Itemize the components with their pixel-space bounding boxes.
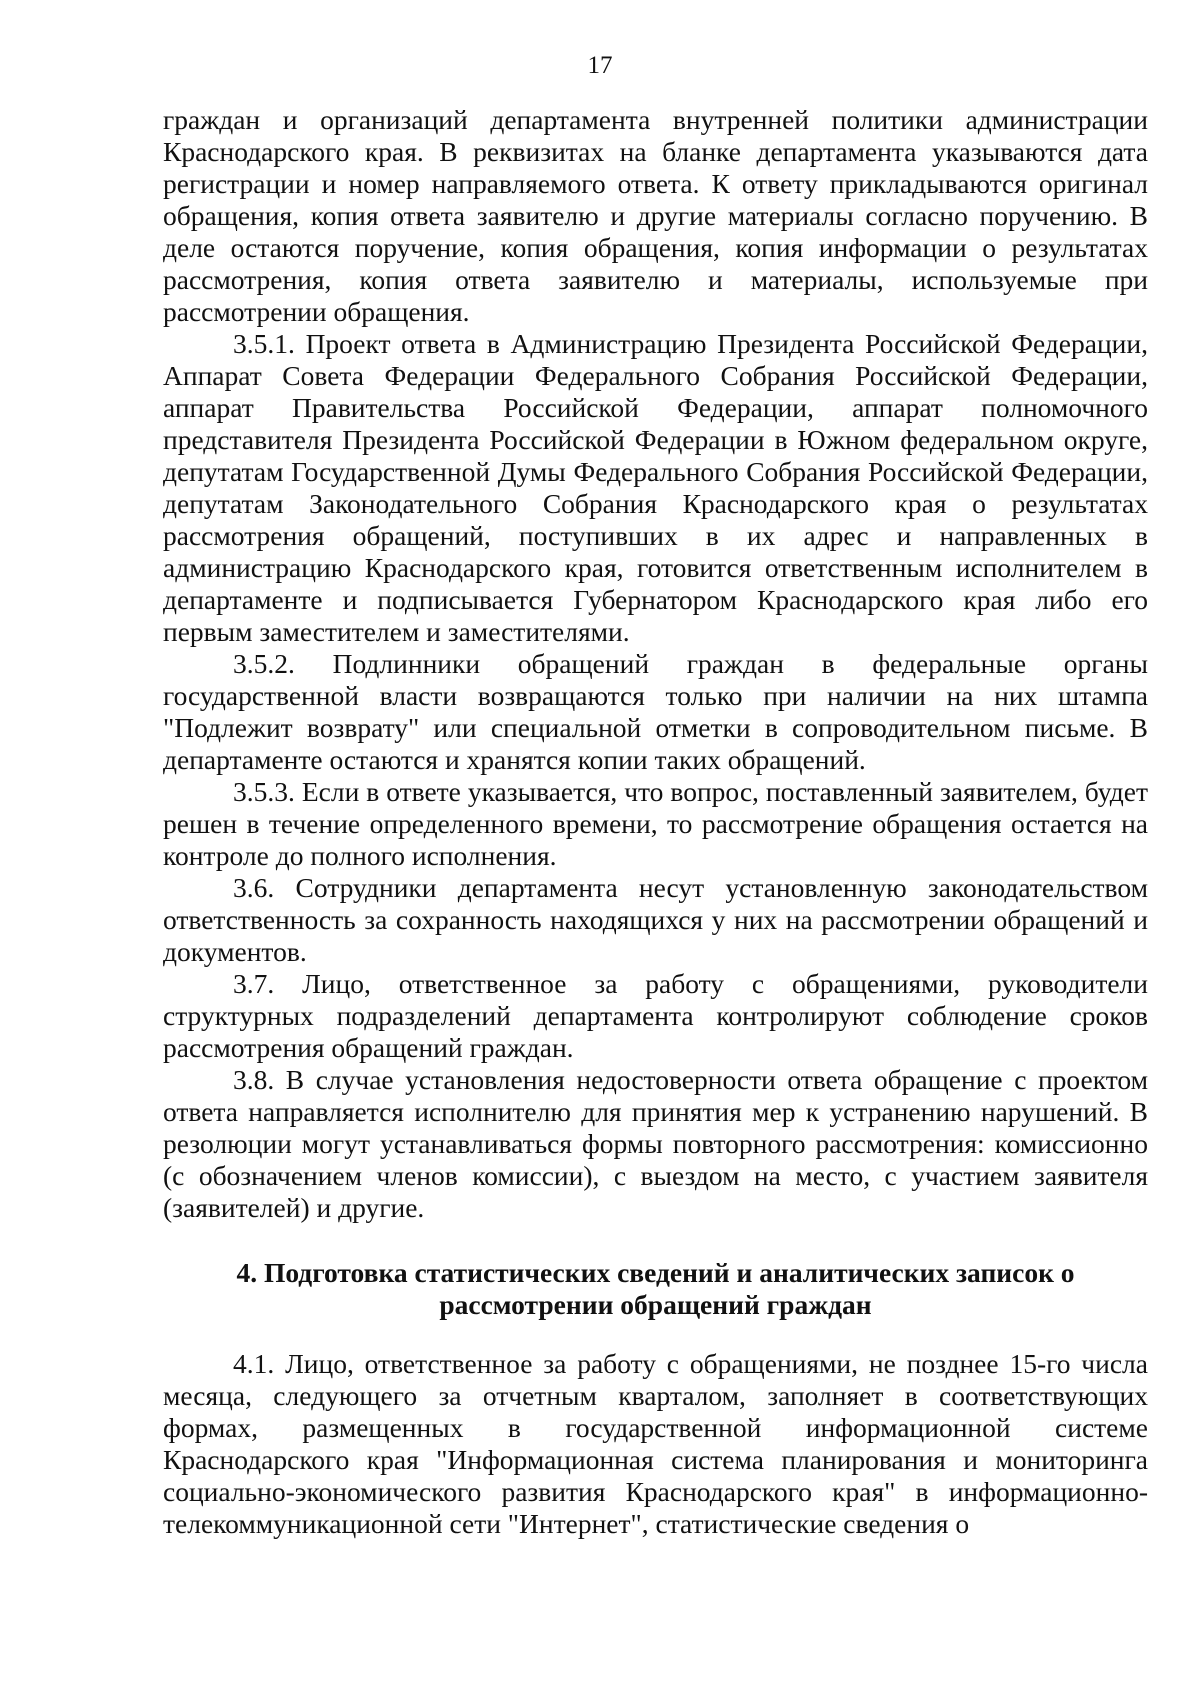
paragraph-3-6: 3.6. Сотрудники департамента несут установленную законодательством ответственность за сохранность находящихся у них на рассмотрении обращений и документов. [163,872,1148,967]
paragraph-3-5-3: 3.5.3. Если в ответе указывается, что вопрос, поставленный заявителем, будет решен в течение определенного времени, то рассмотрение обращения остается на контроле до полного исполнения. [163,776,1148,871]
page-number: 17 [587,52,613,79]
section-heading: 4. Подготовка статистических сведений и аналитических записок о рассмотрении обращений граждан [236,1257,1075,1320]
paragraph-3-5-1: 3.5.1. Проект ответа в Администрацию Президента Российской Федерации, Аппарат Совета Федерации Федерального Собрания Российской Федерации, аппарат Правительства Российской Федерации, аппарат полномочного представителя Президента Российской Федерации в Южном федеральном округе, депутатам Государственной Думы Федерального Собрания Российской Федерации, депутатам Законодательного Собрания Краснодарского края о результатах рассмотрения обращений, поступивших в их адрес и направленных в администрацию Краснодарского края, готовится ответственным исполнителем в департаменте и подписывается Губернатором Краснодарского края либо его первым заместителем и заместителями. [163,328,1148,647]
paragraph-4-1: 4.1. Лицо, ответственное за работу с обращениями, не позднее 15-го числа месяца, следующего за отчетным кварталом, заполняет в соответствующих формах, размещенных в государственной информационной системе Краснодарского края "Информационная система планирования и мониторинга социально-экономического развития Краснодарского края" в информационно-телекоммуникационной сети "Интернет", статистические сведения о [163,1348,1148,1539]
paragraph-3-8: 3.8. В случае установления недостоверности ответа обращение с проектом ответа направляется исполнителю для принятия мер к устранению нарушений. В резолюции могут устанавливаться формы повторного рассмотрения: комиссионно (с обозначением членов комиссии), с выездом на место, с участием заявителя (заявителей) и другие. [163,1064,1148,1223]
document-body [163,104,1148,1540]
paragraph-continuation: граждан и организаций департамента внутренней политики администрации Краснодарского края. В реквизитах на бланке департамента указываются дата регистрации и номер направляемого ответа. К ответу прикладываются оригинал обращения, копия ответа заявителю и другие материалы согласно поручению. В деле остаются поручение, копия обращения, копия информации о результатах рассмотрения, копия ответа заявителю и материалы, используемые при рассмотрении обращения. [163,104,1148,327]
paragraph-3-7: 3.7. Лицо, ответственное за работу с обращениями, руководители структурных подразделений департамента контролируют соблюдение сроков рассмотрения обращений граждан. [163,968,1148,1063]
paragraph-3-5-2: 3.5.2. Подлинники обращений граждан в федеральные органы государственной власти возвращаются только при наличии на них штампа "Подлежит возврату" или специальной отметки в сопроводительном письме. В департаменте остаются и хранятся копии таких обращений. [163,648,1148,775]
